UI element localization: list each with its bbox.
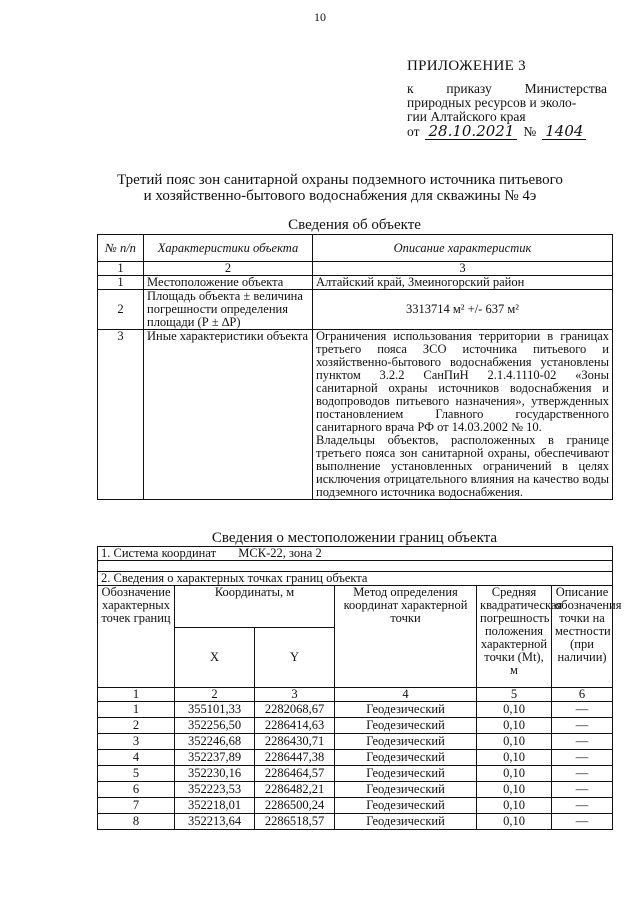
method: Геодезический [335,814,477,830]
object-info-title: Сведения об объекте [288,217,421,233]
col-number: 3 [255,688,335,702]
description-paragraph-2: Владельцы объектов, расположенных в границе третьего пояса зон санитарной охраны, обеспечивают выполнение установленных ограничений в целях исключения отрицательного влияния на качество воды подземного источника водоснабжения. [316,433,609,499]
method: Геодезический [335,766,477,782]
coord-y: 2286430,71 [255,734,335,750]
header-characteristic: Характеристики объекта [144,235,313,262]
header-description: Описание характеристик [313,235,613,262]
coord-x: 352213,64 [175,814,255,830]
from-label: от [407,124,420,139]
appendix-title: ПРИЛОЖЕНИЕ 3 [407,58,526,74]
row-description: 3313714 м² +/- 637 м² [313,290,613,330]
coord-y: 2282068,67 [255,702,335,718]
coord-system-row [98,547,613,561]
table-row [98,766,613,782]
marking-desc: — [552,702,613,718]
marking-desc: — [552,782,613,798]
page-number: 10 [314,10,326,24]
table-row [98,782,613,798]
points-label-row: 2. Сведения о характерных точках границ объекта [98,572,613,586]
accuracy-mt: 0,10 [477,702,552,718]
header-point-id: Обозначение характерных точек границ [98,586,175,688]
col-number: 1 [98,688,175,702]
point-id: 6 [98,782,175,798]
point-id: 2 [98,718,175,734]
table-row [98,702,613,718]
marking-desc: — [552,750,613,766]
point-id: 4 [98,750,175,766]
col-number: 3 [313,262,613,276]
appendix-order-reference [407,82,607,124]
coord-x: 352230,16 [175,766,255,782]
col-number: 1 [98,262,144,276]
method: Геодезический [335,702,477,718]
document-title-line2: и хозяйственно-бытового водоснабжения для скважины № 4э [143,188,537,204]
spacer-row [98,561,613,572]
header-coords: Координаты, м [175,586,335,628]
row-characteristic: Иные характеристики объекта [144,330,313,500]
method: Геодезический [335,750,477,766]
point-id: 7 [98,798,175,814]
point-id: 8 [98,814,175,830]
table-row [98,290,613,330]
method: Геодезический [335,718,477,734]
marking-desc: — [552,734,613,750]
accuracy-mt: 0,10 [477,734,552,750]
col-number: 2 [175,688,255,702]
header-y: Y [255,628,335,688]
accuracy-mt: 0,10 [477,750,552,766]
row-characteristic: Площадь объекта ± величина погрешности определения площади (Р ± ∆Р) [144,290,313,330]
appendix-line2: природных ресурсов и эколо- [407,95,577,110]
coord-y: 2286518,57 [255,814,335,830]
description-paragraph-1: Ограничения использования территории в границах третьего пояса ЗСО источника питьевого и хозяйственно-бытового водоснабжения установлены пунктом 3.2.2 СанПиН 2.1.4.1110-02 «Зоны санитарной охраны источников водоснабжения и водопроводов питьевого назначения», утвержденных постановлением Главного государственного санитарного врача РФ от 14.03.2002 № 10. [316,329,609,434]
coord-y: 2286414,63 [255,718,335,734]
coord-y: 2286464,57 [255,766,335,782]
coord-x: 355101,33 [175,702,255,718]
coord-x: 352237,89 [175,750,255,766]
table-row [98,814,613,830]
accuracy-mt: 0,10 [477,782,552,798]
col-number: 2 [144,262,313,276]
table-row [98,750,613,766]
appendix-line1-right: Министерства [524,81,607,96]
row-characteristic: Местоположение объекта [144,276,313,290]
boundary-points-table [97,546,622,830]
accuracy-mt: 0,10 [477,766,552,782]
coord-x: 352223,53 [175,782,255,798]
method: Геодезический [335,782,477,798]
handwritten-number: 1404 [542,124,586,140]
point-id: 5 [98,766,175,782]
appendix-line3: гии Алтайского края [407,109,526,124]
appendix-line1-mid: приказу [446,81,492,96]
table-row [98,734,613,750]
row-num: 2 [98,290,144,330]
method: Геодезический [335,734,477,750]
marking-desc: — [552,814,613,830]
marking-desc: — [552,718,613,734]
coord-x: 352256,50 [175,718,255,734]
row-description [313,330,613,500]
coord-system-label: 1. Система координат [101,546,217,560]
col-number: 4 [335,688,477,702]
table-row [98,330,613,500]
document-title-line1: Третий пояс зон санитарной охраны подземного источника питьевого [117,172,563,188]
col-number: 6 [552,688,613,702]
method: Геодезический [335,798,477,814]
accuracy-mt: 0,10 [477,798,552,814]
point-id: 1 [98,702,175,718]
coord-y: 2286447,38 [255,750,335,766]
coord-y: 2286482,21 [255,782,335,798]
table-row [98,798,613,814]
coord-x: 352218,01 [175,798,255,814]
header-num: № п/п [98,235,144,262]
accuracy-mt: 0,10 [477,718,552,734]
header-method: Метод определения координат характерной точки [335,586,477,688]
accuracy-mt: 0,10 [477,814,552,830]
row-num: 3 [98,330,144,500]
header-marking: Описание обозначения точки на местности (при наличии) [552,586,613,688]
order-date-number [407,124,586,140]
number-label: № [523,124,537,139]
handwritten-date: 28.10.2021 [425,124,517,140]
document-title [40,172,640,204]
coord-system-value: МСК-22, зона 2 [238,546,322,560]
coord-x: 352246,68 [175,734,255,750]
header-accuracy: Средняя квадратическая погрешность положения характерной точки (Mt), м [477,586,552,688]
appendix-line1-left: к [407,81,414,96]
object-info-table [97,234,613,500]
row-description: Алтайский край, Змеиногорский район [313,276,613,290]
row-num: 1 [98,276,144,290]
marking-desc: — [552,766,613,782]
coord-y: 2286500,24 [255,798,335,814]
marking-desc: — [552,798,613,814]
point-id: 3 [98,734,175,750]
table-row [98,276,613,290]
col-number: 5 [477,688,552,702]
table-row [98,718,613,734]
header-x: X [175,628,255,688]
boundary-info-title: Сведения о местоположении границ объекта [211,530,498,546]
